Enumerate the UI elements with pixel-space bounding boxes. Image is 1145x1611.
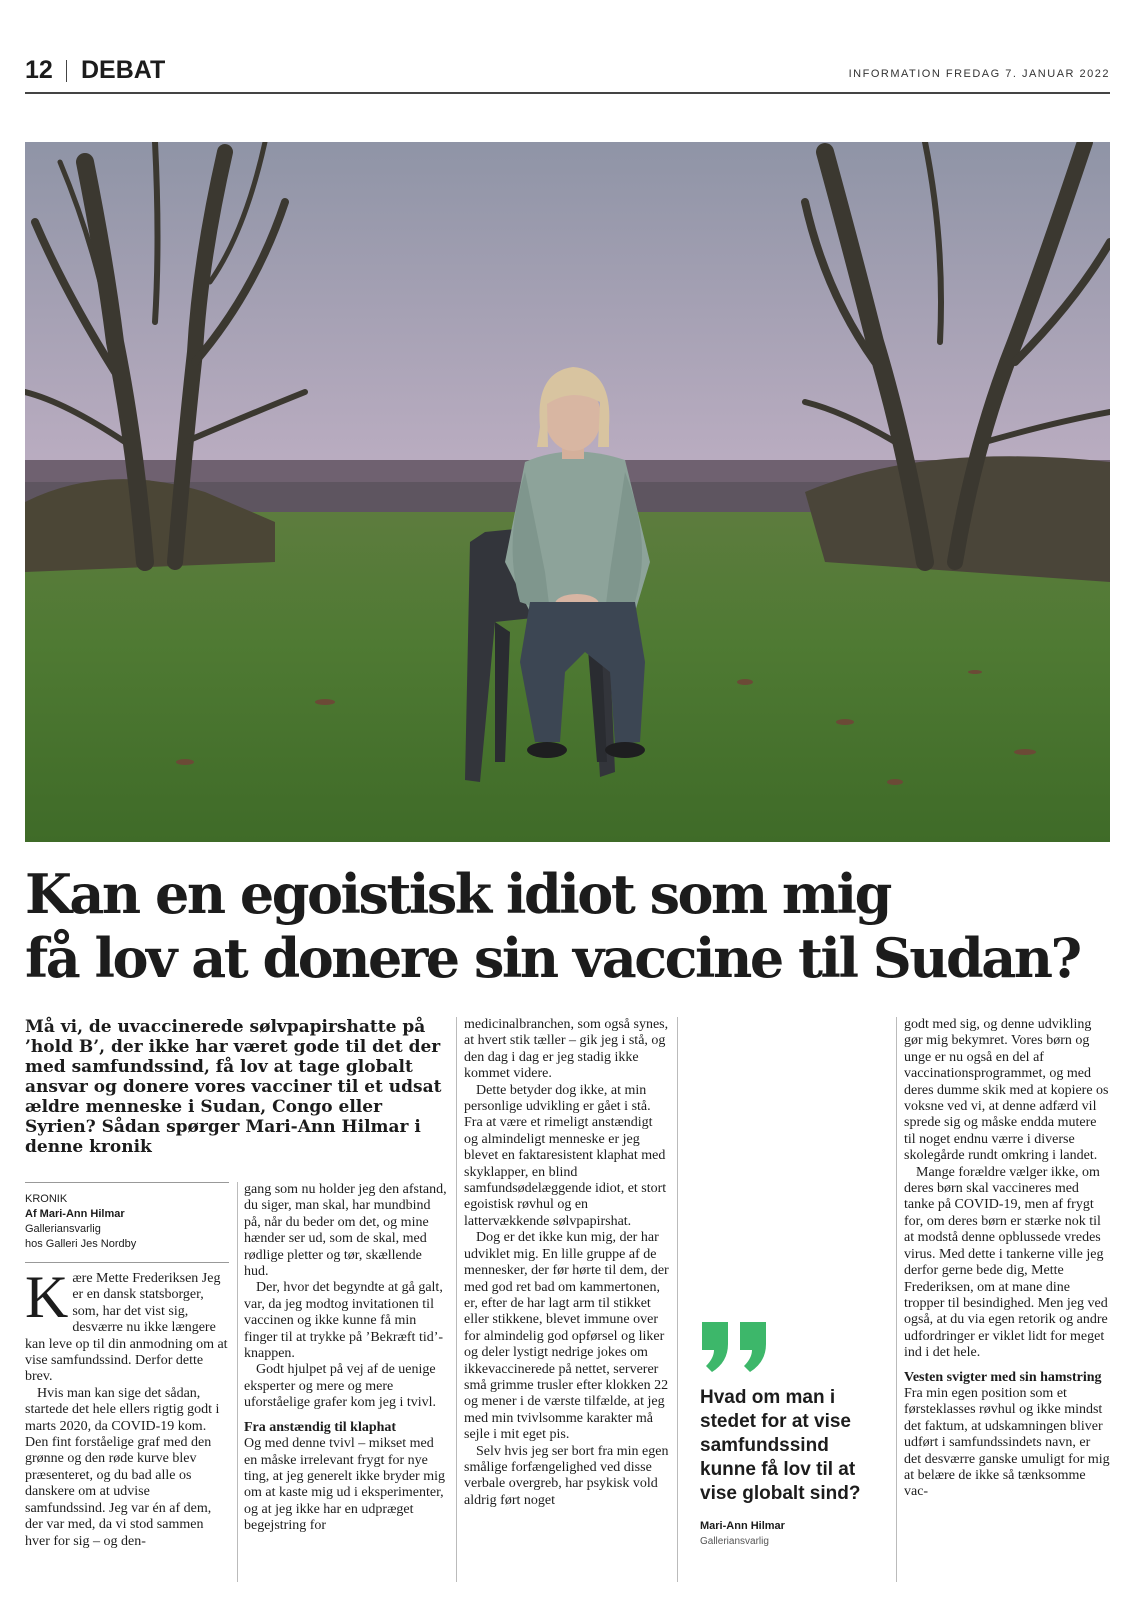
body-column-3 bbox=[464, 1017, 669, 1509]
byline-box bbox=[25, 1182, 229, 1263]
byline-role-2: hos Galleri Jes Nordby bbox=[25, 1238, 137, 1250]
article-lead: Må vi, de uvaccinerede sølvpapirshatte på ’hold B’, der ikke har været gode til det der med samfundssind, få lov at tage globalt ansvar og donere vores vacciner til et udsat ældre menneske i Sudan, Congo eller Syrien? Sådan spørger Mari-Ann Hilmar i denne kronik bbox=[25, 1017, 442, 1157]
col3-paragraph-3: Dog er det ikke kun mig, der har udviklet mig. En lille gruppe af de mennesker, der før hørte til dem, der med god ret bad om kammertonen, er, efter de har lagt arm til stikket eller stikkene, blevet immune over for almindelig god opførsel og liker og deler lystigt nedrige jokes om ikkevaccinerede på nettet, serverer små grimme trusler efter klokken 22 og mener i de værste tilfælde, at jeg med min tvivlsomme karakter må sejle i mit eget pis. bbox=[464, 1230, 669, 1443]
body-column-5 bbox=[904, 1017, 1110, 1501]
page-header bbox=[25, 56, 1110, 94]
col2-subheading: Fra anstændig til klaphat bbox=[244, 1419, 397, 1435]
col5-paragraph-2: Mange forældre vælger ikke, om deres børn skal vaccineres med tanke på COVID-19, men af frygt for, om deres børn er stærke nok til at modstå denne opblussede vredes virus. Med dette i tankerne ville jeg derfor gerne bede dig, Mette Frederiksen, om at mane dine tropper til besindighed. Men jeg ved også, at du via egen retorik og andre udfordringer er viklet lidt for meget ind i det hele. bbox=[904, 1164, 1108, 1361]
drop-cap: K bbox=[25, 1264, 69, 1330]
body-column-2 bbox=[244, 1182, 448, 1535]
column-rule bbox=[456, 1017, 457, 1582]
column-rule bbox=[677, 1017, 678, 1582]
col5-subheading: Vesten svigter med sin hamstring bbox=[904, 1369, 1102, 1385]
col2-paragraph-1: gang som nu holder jeg den afstand, du siger, man skal, har mundbind på, når du beder om det, og mine hænder ser ud, som de skal, med rødlige pletter og tør, skællende hud. bbox=[244, 1182, 447, 1280]
body-column-1 bbox=[25, 1264, 229, 1550]
dateline: INFORMATION FREDAG 7. JANUAR 2022 bbox=[848, 68, 1110, 80]
byline-kicker: KRONIK bbox=[25, 1193, 68, 1205]
byline-role-1: Galleriansvarlig bbox=[25, 1223, 101, 1235]
column-rule bbox=[896, 1017, 897, 1582]
byline-author: Af Mari-Ann Hilmar bbox=[25, 1208, 125, 1220]
col3-paragraph-1: medicinalbranchen, som også synes, at hvert stik tæller – gik jeg i stå, og den dag i dag er jeg stadig ikke kommet videre. bbox=[464, 1017, 669, 1082]
photo-woman-on-chair-in-field-icon bbox=[25, 142, 1110, 842]
pull-quote-text: Hvad om man i stedet for at vise samfundssind kunne få lov til at vise globalt sind? bbox=[700, 1387, 861, 1504]
pull-quote-name: Mari-Ann Hilmar bbox=[700, 1520, 785, 1532]
col1-paragraph-2: Hvis man kan sige det sådan, startede det hele ellers rigtig godt i marts 2020, da COVID-19 kom. Den fint forståelige graf med den grønne og den røde kurve blev præsenteret, og du bad alle os danskere om at udvise samfundssind. Jeg var én af dem, der var med, da vi stod sammen hver for sig – og den- bbox=[25, 1385, 220, 1549]
headline-line-2: få lov at donere sin vaccine til Sudan? bbox=[25, 926, 1080, 990]
article-photo bbox=[25, 142, 1110, 842]
quote-icon bbox=[700, 1322, 772, 1377]
col3-paragraph-4: Selv hvis jeg ser bort fra min egen smålige forfængelighed ved disse verbale overgreb, har psykisk vold aldrig ført noget bbox=[464, 1443, 669, 1508]
col1-paragraph-1: ære Mette Frederiksen Jeg er en dansk statsborger, som, har det vist sig, desværre nu ikke længere kan leve op til din anmodning om at vise samfundssind. Derfor dette brev. bbox=[25, 1271, 228, 1385]
col5-paragraph-3: Fra min egen position som et førsteklasses røvhul og ikke mindst det faktum, at udskamningen bliver udført i samfundssindets navn, er det desværre ganske umuligt for mig at belære de ikke så tænksomme vac- bbox=[904, 1385, 1110, 1500]
col5-paragraph-1: godt med sig, og denne udvikling gør mig bekymret. Vores børn og unge er nu også en del af vaccinationsprogrammet, og med deres dumme skik med at kopiere os voksne ved vi, at denne adfærd vil sprede sig og måske endda mutere til noget endnu værre i diverse skolegårde rundt omkring i landet. bbox=[904, 1017, 1109, 1164]
col2-paragraph-2: Der, hvor det begyndte at gå galt, var, da jeg modtog invitationen til vaccinen og ikke kunne få min finger til at trykke på ’Bekræft tid’-knappen. bbox=[244, 1280, 444, 1362]
pull-quote-role: Galleriansvarlig bbox=[700, 1536, 769, 1547]
headline-line-1: Kan en egoistisk idiot som mig bbox=[25, 862, 890, 926]
col3-paragraph-2: Dette betyder dog ikke, at min personlige udvikling er gået i stå. Fra at være et rimeligt anstændigt og almindeligt menneske er jeg blevet en faktaresistent klaphat med skyklapper, en blind samfundsødelæggende idiot, et stort egoistisk røvhul og en lattervækkende sølvpapirshat. bbox=[464, 1082, 667, 1229]
section-label: DEBAT bbox=[81, 56, 166, 84]
page-number: 12 bbox=[25, 56, 53, 84]
col2-paragraph-3: Godt hjulpet på vej af de uenige eksperter og mere og mere uforståelige grafer kom jeg i tvivl. bbox=[244, 1362, 437, 1411]
col2-paragraph-4: Og med denne tvivl – mikset med en måske irrelevant frygt for nye ting, at jeg generelt ikke bryder mig om at kaste mig ud i eksperimenter, og at jeg ikke har en udpræget begejstring for bbox=[244, 1436, 445, 1534]
header-divider bbox=[66, 60, 67, 82]
column-rule bbox=[237, 1182, 238, 1582]
article-headline bbox=[25, 862, 1115, 990]
